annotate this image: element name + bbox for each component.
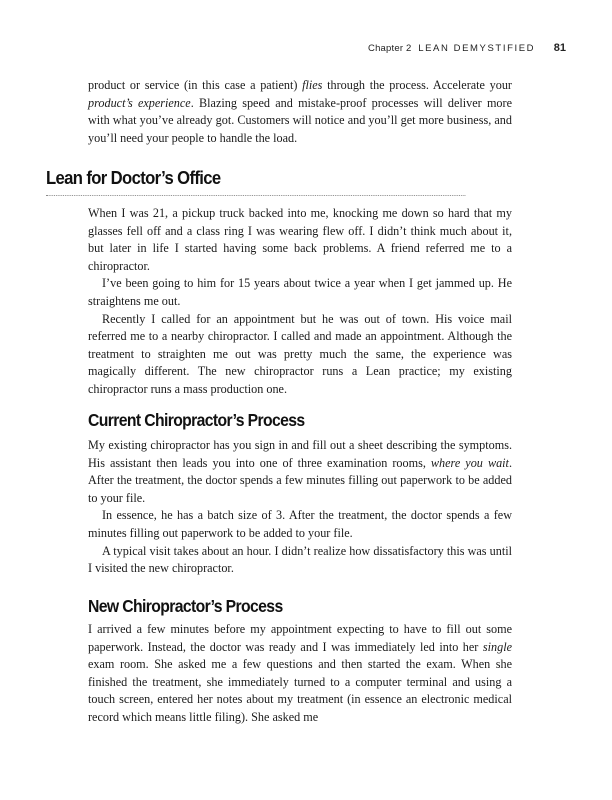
text-run: I arrived a few minutes before my appointment expecting to have to fill out some paperwork. Instead, the doctor was ready and I was immediately led into her	[88, 622, 512, 654]
page-number: 81	[553, 42, 566, 54]
emphasis-text: where you wait	[430, 455, 509, 470]
text-run: product or service (in this case a patient)	[88, 78, 303, 92]
subsection-heading-new: New Chiropractor’s Process	[88, 596, 283, 616]
emphasis-text: flies	[302, 78, 323, 92]
emphasis-text: product’s experience	[88, 95, 191, 110]
doctor-section-body	[88, 205, 512, 399]
current-section-body	[88, 437, 512, 578]
paragraph: In essence, he has a batch size of 3. After the treatment, the doctor spends a few minutes filling out paperwork to be added to your file.	[88, 508, 512, 540]
paragraph: When I was 21, a pickup truck backed into me, knocking me down so hard that my glasses fell off and a class ring I was wearing flew off. I didn’t think much about it, but later in life I started having some back problems. A friend referred me to a chiropractor.	[88, 206, 512, 273]
paragraph	[88, 437, 512, 507]
section-label: LEAN DEMYSTIFIED	[418, 43, 536, 54]
emphasis-text: single	[482, 639, 512, 654]
new-section-body	[88, 621, 512, 727]
running-header	[368, 42, 566, 54]
subsection-heading-current: Current Chiropractor’s Process	[88, 410, 305, 430]
heading-text: Lean for Doctor’s Office	[46, 167, 221, 188]
text-run: . After the treatment, the doctor spends a few minutes filling out paperwork to be added to your file.	[88, 455, 512, 505]
section-heading-doctor	[46, 167, 465, 196]
text-run: . Blazing speed and mistake-proof processes will deliver more with what you’ve already got. Customers will notice and you’ll get more business, and you’ll need your people to handle the load.	[88, 95, 512, 145]
intro-block	[88, 77, 512, 147]
text-run: through the process. Accelerate your	[322, 78, 512, 92]
paragraph: I’ve been going to him for 15 years about twice a year when I get jammed up. He straightens me out.	[88, 276, 512, 308]
paragraph: Recently I called for an appointment but he was out of town. His voice mail referred me to a nearby chiropractor. I called and made an appointment. Although the treatment to straighten me out was pretty much the same, the experience was magically different. The new chiropractor runs a Lean practice; my existing chiropractor runs a mass production one.	[88, 311, 512, 396]
paragraph	[88, 621, 512, 727]
chapter-label: Chapter 2	[368, 43, 412, 54]
paragraph: A typical visit takes about an hour. I didn’t realize how dissatisfactory this was until I visited the new chiropractor.	[88, 543, 512, 576]
text-run: My existing chiropractor has you sign in and fill out a sheet describing the symptoms. His assistant then leads you into one of three examination rooms,	[88, 438, 512, 470]
text-run: exam room. She asked me a few questions and then started the exam. When she finished the treatment, she immediately turned to a computer terminal and using a touch screen, entered her notes about my treatment (in essence an electronic medical record which means little filing). She asked me	[88, 657, 512, 724]
intro-paragraph	[88, 77, 512, 147]
